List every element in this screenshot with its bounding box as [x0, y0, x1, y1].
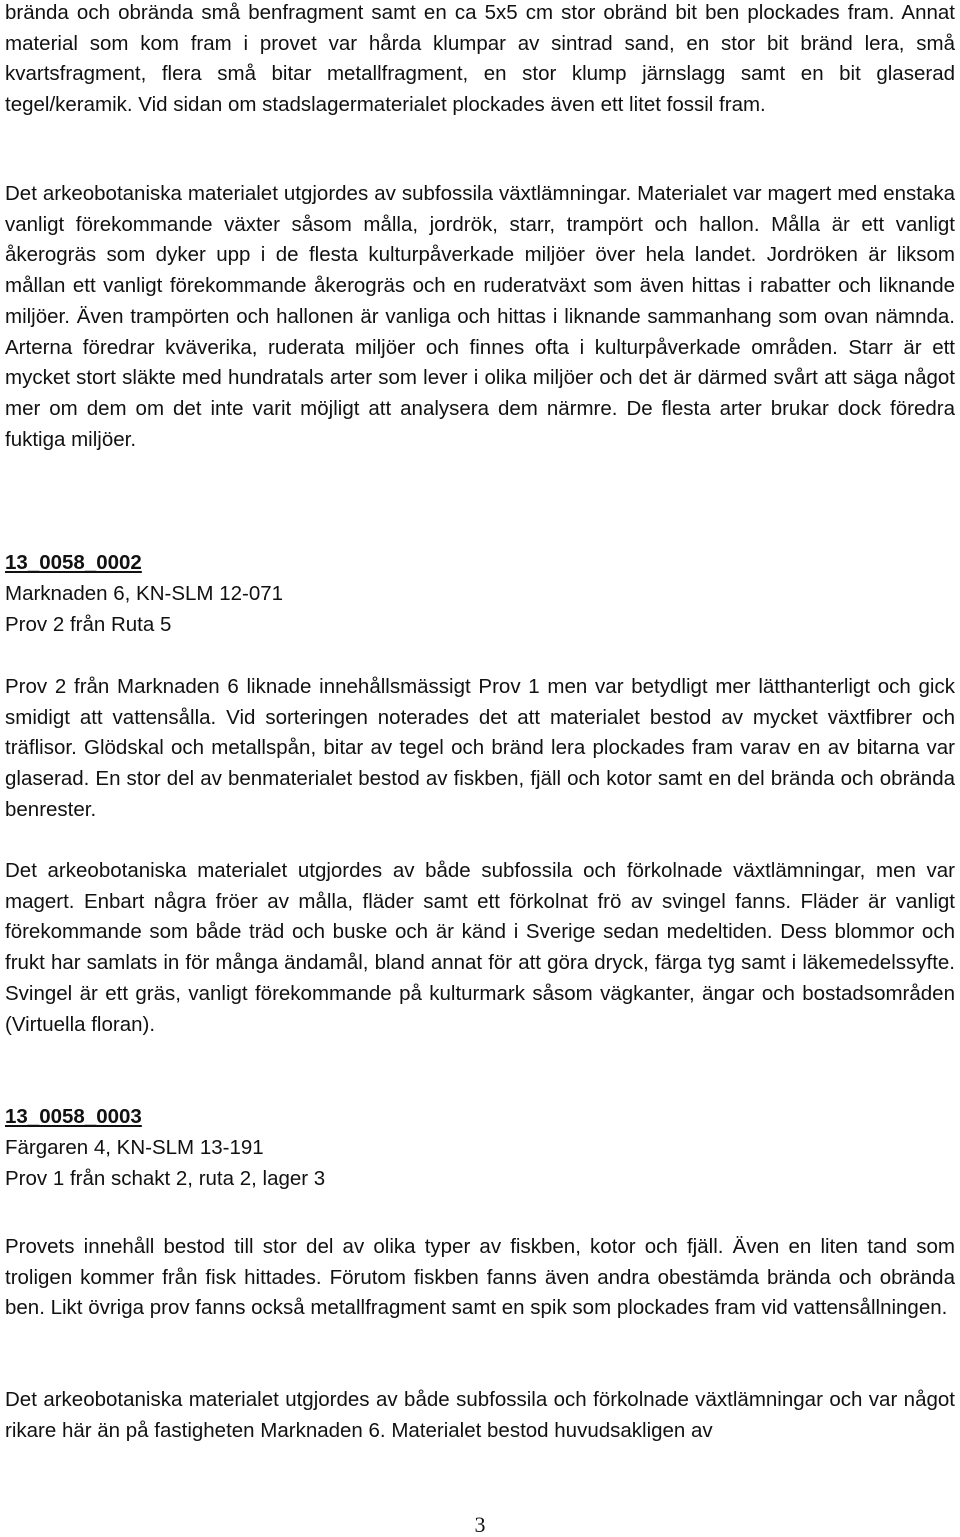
site-name-0003: Färgaren 4, KN-SLM 13-191 [5, 1136, 264, 1159]
paragraph-sample3-content: Provets innehåll bestod till stor del av olika typer av fiskben, kotor och fjäll. Även en liten tand som troligen kommer från fisk hittades. Förutom fiskben fanns även andra obestämda brända och obrända ben. Likt övriga prov fanns också metallfragment samt en spik som plockades fram vid vattensållningen. [5, 1235, 955, 1320]
sample-id-0003: 13_0058_0003 [5, 1105, 142, 1128]
sample-label-0003: Prov 1 från schakt 2, ruta 2, lager 3 [5, 1167, 326, 1190]
paragraph-sample2-archaeobotany: Det arkeobotaniska materialet utgjordes av både subfossila och förkolnade växtlämningar, men var magert. Enbart några fröer av målla, fläder samt ett förkolnat frö av svingel fanns. Fläder är vanligt förekommande som både träd och buske och är känd i Sverige sedan medeltiden. Dess blommor och frukt har samlats in för många ändamål, bland annat för att göra dryck, färga tyg samt i läkemedelssyfte. Svingel är ett gräs, vanligt förekommande på kulturmark såsom vägkanter, ängar och bostadsområden (Virtuella floran). [5, 859, 955, 1036]
page-number: 3 [474, 1512, 486, 1537]
paragraph-sample2-content: Prov 2 från Marknaden 6 liknade innehållsmässigt Prov 1 men var betydligt mer lätthanterligt och gick smidigt att vattensålla. Vid sorteringen noterades det att materialet bestod av mycket växtfibrer och träflisor. Glödskal och metallspån, bitar av tegel och bränd lera plockades fram varav en av bitarna var glaserad. En stor del av benmaterialet bestod av fiskben, fjäll och kotor samt en del brända och obrända benrester. [5, 675, 955, 821]
sample-id-0002: 13_0058_0002 [5, 551, 142, 574]
paragraph-intro: brända och obrända små benfragment samt en ca 5x5 cm stor obränd bit ben plockades fram. Annat material som kom fram i provet var hårda klumpar av sintrad sand, en stor bit bränd lera, små kvartsfragment, flera små bitar metallfragment, en stor klump järnslagg samt en bit glaserad tegel/keramik. Vid sidan om stadslagermaterialet plockades även ett litet fossil fram. [5, 1, 955, 117]
site-name-0002: Marknaden 6, KN-SLM 12-071 [5, 582, 284, 605]
paragraph-sample3-archaeobotany: Det arkeobotaniska materialet utgjordes av både subfossila och förkolnade växtlämningar och var något rikare här än på fastigheten Marknaden 6. Materialet bestod huvudsakligen av [5, 1388, 955, 1442]
sample-label-0002: Prov 2 från Ruta 5 [5, 613, 172, 636]
paragraph-archaeobotany-1: Det arkeobotaniska materialet utgjordes av subfossila växtlämningar. Materialet var magert med enstaka vanligt förekommande växter såsom målla, jordrök, starr, trampört och hallon. Målla är ett vanligt åkerogräs som dyker upp i de flesta kulturpåverkade miljöer över hela landet. Jordröken är liksom mållan ett vanligt förekommande åkerogräs och en ruderatväxt som även hittas i rabatter och liknande miljöer. Även trampörten och hallonen är vanliga och hittas i liknande sammanhang som ovan nämnda. Arterna föredrar kväverika, ruderata miljöer och finnes ofta i kulturpåverkade områden. Starr är ett mycket stort släkte med hundratals arter som lever i olika miljöer och det är därmed svårt att säga något mer om dem om det inte varit möjligt att analysera dem närmre. De flesta arter brukar dock föredra fuktiga miljöer. [5, 182, 955, 451]
